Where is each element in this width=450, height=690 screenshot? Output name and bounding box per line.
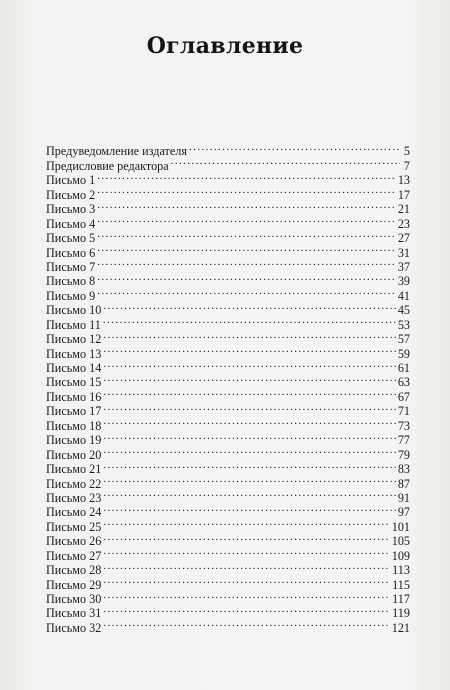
dot-leader xyxy=(103,459,395,473)
dot-leader xyxy=(171,155,400,169)
dot-leader xyxy=(103,502,395,516)
dot-leader xyxy=(103,444,395,458)
toc-entry-page-number: 73 xyxy=(397,418,410,433)
toc-entry xyxy=(46,199,410,217)
toc-entry-title: Письмо 20 xyxy=(46,447,102,462)
toc-entry-page-number: 119 xyxy=(392,606,410,621)
toc-entry-page-number: 37 xyxy=(397,259,410,274)
toc-entry-page-number: 117 xyxy=(392,592,410,606)
toc-entry-page-number: 39 xyxy=(397,274,410,289)
toc-entry-title: Письмо 26 xyxy=(46,534,102,549)
toc-entry-title: Предисловие редактора xyxy=(46,158,169,173)
toc-entry-title: Письмо 5 xyxy=(46,231,96,246)
toc-entry-page-number: 23 xyxy=(397,216,410,231)
dot-leader xyxy=(97,213,396,227)
page-title: Оглавление xyxy=(146,33,304,59)
toc-entry-title: Письмо 15 xyxy=(46,375,102,390)
toc-entry xyxy=(46,257,410,274)
toc-entry-page-number: 101 xyxy=(391,519,410,534)
toc-entry-title: Письмо 10 xyxy=(46,303,102,318)
dot-leader xyxy=(103,300,395,314)
toc-entry-page-number: 87 xyxy=(397,476,410,491)
toc-entry-title: Письмо 9 xyxy=(46,288,96,303)
toc-entry-title: Письмо 14 xyxy=(46,361,102,375)
dot-leader xyxy=(97,257,396,271)
toc-entry-page-number: 45 xyxy=(397,303,410,318)
toc-entry xyxy=(46,242,410,260)
toc-entry-page-number: 61 xyxy=(397,361,410,375)
dot-leader xyxy=(103,531,389,545)
toc-entry-page-number: 105 xyxy=(391,534,410,549)
toc-entry-title: Письмо 21 xyxy=(46,462,102,477)
toc-entry-page-number: 31 xyxy=(397,245,410,260)
toc-entry-title: Письмо 27 xyxy=(46,548,102,563)
toc-entry-page-number: 115 xyxy=(392,577,410,592)
dot-leader xyxy=(97,242,396,256)
toc-entry xyxy=(46,141,410,159)
dot-leader xyxy=(189,141,400,155)
dot-leader xyxy=(103,372,395,386)
toc-entry-title: Письмо 8 xyxy=(46,274,96,289)
dot-leader xyxy=(103,589,390,603)
dot-leader xyxy=(103,314,396,328)
toc-entry-title: Письмо 13 xyxy=(46,346,102,361)
toc-entry-page-number: 121 xyxy=(391,620,410,635)
toc-entry-page-number: 77 xyxy=(397,433,410,448)
toc-entry xyxy=(46,271,410,289)
dot-leader xyxy=(103,343,395,357)
dot-leader xyxy=(103,574,390,588)
dot-leader xyxy=(97,285,396,299)
toc-entry xyxy=(46,170,410,188)
toc-entry-title: Письмо 25 xyxy=(46,519,102,534)
toc-entry-title: Письмо 2 xyxy=(46,187,96,202)
dot-leader xyxy=(103,329,395,343)
toc-entry-title: Письмо 16 xyxy=(46,389,102,404)
toc-entry xyxy=(46,228,410,246)
toc-entry-title: Письмо 3 xyxy=(46,202,96,217)
toc-entry-title: Письмо 29 xyxy=(46,577,102,592)
toc-entry-title: Письмо 18 xyxy=(46,418,102,433)
toc-entry-page-number: 83 xyxy=(397,462,410,477)
toc-entry-title: Предуведомление издателя xyxy=(46,144,187,159)
dot-leader xyxy=(103,358,395,372)
toc-entry-page-number: 27 xyxy=(397,231,410,246)
toc-entry xyxy=(46,184,410,202)
dot-leader xyxy=(103,415,395,429)
dot-leader xyxy=(103,560,390,574)
toc-entry-title: Письмо 17 xyxy=(46,404,102,419)
dot-leader xyxy=(103,401,395,415)
toc-entry xyxy=(46,213,410,231)
toc-entry-page-number: 13 xyxy=(397,173,410,188)
dot-leader xyxy=(103,516,389,530)
toc-entry-page-number: 109 xyxy=(391,548,410,563)
toc-entry-page-number: 7 xyxy=(403,158,410,173)
dot-leader xyxy=(97,271,396,285)
toc-entry-title: Письмо 4 xyxy=(46,216,96,231)
toc-entry-page-number: 17 xyxy=(397,187,410,202)
dot-leader xyxy=(103,430,395,444)
toc-entry-page-number: 57 xyxy=(397,332,410,347)
toc-entry-page-number: 91 xyxy=(397,490,410,505)
toc-entry-page-number: 59 xyxy=(397,346,410,361)
toc-entry-page-number: 53 xyxy=(397,317,410,332)
toc-entry-title: Письмо 19 xyxy=(46,433,102,448)
toc-entry-title: Письмо 28 xyxy=(46,563,102,578)
toc-entry-title: Письмо 7 xyxy=(46,259,96,274)
toc-entry-title: Письмо 22 xyxy=(46,476,102,491)
toc-entry-title: Письмо 23 xyxy=(46,490,102,505)
table-of-contents xyxy=(46,141,410,635)
toc-entry-page-number: 5 xyxy=(403,144,410,159)
toc-entry-page-number: 71 xyxy=(397,404,410,419)
toc-entry-page-number: 113 xyxy=(392,563,410,578)
toc-entry-title: Письмо 6 xyxy=(46,245,96,260)
dot-leader xyxy=(97,184,396,198)
dot-leader xyxy=(103,473,395,487)
toc-entry xyxy=(46,285,410,303)
dot-leader xyxy=(103,488,395,502)
dot-leader xyxy=(103,545,389,559)
toc-entry-title: Письмо 30 xyxy=(46,592,102,606)
dot-leader xyxy=(103,386,395,400)
toc-entry-page-number: 97 xyxy=(397,505,410,520)
toc-entry-title: Письмо 12 xyxy=(46,332,102,347)
dot-leader xyxy=(97,199,396,213)
toc-entry-page-number: 41 xyxy=(397,288,410,303)
toc-entry-page-number: 67 xyxy=(397,389,410,404)
dot-leader xyxy=(97,170,396,184)
toc-entry-page-number: 63 xyxy=(397,375,410,390)
toc-entry xyxy=(46,300,410,318)
toc-entry-title: Письмо 32 xyxy=(46,620,102,635)
toc-entry-title: Письмо 24 xyxy=(46,505,102,520)
toc-entry-page-number: 79 xyxy=(397,447,410,462)
toc-entry-page-number: 21 xyxy=(397,202,410,217)
toc-entry-title: Письмо 31 xyxy=(46,606,102,621)
dot-leader xyxy=(97,228,396,242)
toc-entry-title: Письмо 11 xyxy=(46,317,101,332)
toc-entry-title: Письмо 1 xyxy=(46,173,96,188)
dot-leader xyxy=(103,617,389,631)
dot-leader xyxy=(103,603,390,617)
